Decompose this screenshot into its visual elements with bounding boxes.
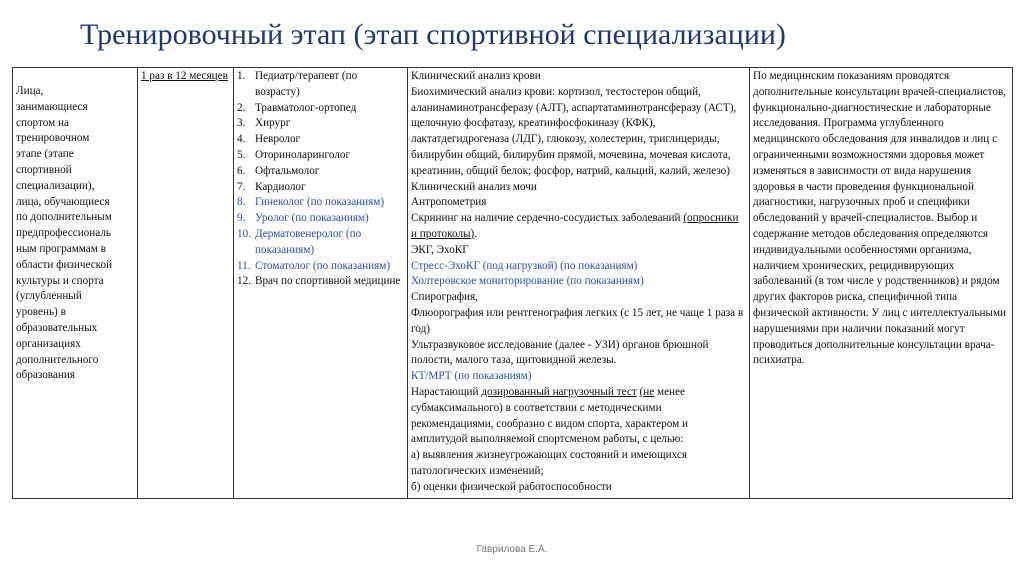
list-item — [237, 101, 404, 117]
list-item — [237, 227, 404, 259]
list-item-label: Стоматолог (по показаниям) — [255, 259, 391, 272]
group-cell — [13, 68, 138, 499]
list-item-label: Травматолог-ортопед — [255, 101, 357, 114]
list-item-label: Педиатр/терапевт (по возрасту) — [255, 70, 358, 98]
group-line: предпрофессиональ — [16, 227, 112, 240]
group-line: спортом на — [16, 116, 69, 129]
group-line: тренировочном — [16, 132, 90, 145]
group-line: культуры и спорта — [16, 274, 104, 287]
frequency-cell — [138, 68, 234, 499]
group-line: лица, обучающиеся — [16, 195, 110, 208]
footer-author: Гаврилова Е.А. — [476, 544, 548, 555]
list-item-number: 6. — [237, 164, 246, 177]
list-item-label: Дерматовенеролог (по показаниям) — [255, 227, 362, 256]
list-item — [237, 132, 404, 148]
list-item-number: 8. — [237, 196, 246, 209]
list-item — [237, 211, 404, 227]
group-line: образования — [16, 369, 76, 382]
group-line: (углубленный — [16, 290, 82, 303]
list-item — [237, 195, 404, 211]
group-line: этапе (этапе — [16, 148, 74, 161]
exam-line — [411, 211, 746, 243]
notes-text: По медицинским показаниям проводятся дополнительные консультации врачей-специалистов, функционально-диагностические и лабораторные исследования. Программа углубленного медицинского обследования для инвалидов и лиц с ограниченными возможностями здоровья может изменяться в зависимости от вида нарушения здоровья в части проведения функциональной диагностики, нагрузочных проб и специфики обследований у врачей-специалистов. Выбор и содержание методов обследования определяются индивидуальными особенностями организма, наличием хронических, рецидивирующих заболеваний (в том числе у родственников) и рядом других факторов риска, специфичной типа физической активности. У лиц с интеллектуальными нарушениями при наличии показаний могут проводиться дополнительные консультации врача-психиатра. — [753, 70, 1007, 367]
list-item — [237, 164, 404, 180]
list-item-number: 10. — [237, 227, 251, 240]
exam-text: менее субмаксимального) в соответствии с методическими рекомендациями, сообразно с видом спорта, характером и амплитудой выполняемой спортсменом работы, с целью: — [411, 385, 688, 446]
exam-line: Клинический анализ мочи — [411, 180, 537, 193]
exam-line: КТ/МРТ (по показаниям) — [411, 370, 532, 383]
group-line: специализации), — [16, 179, 95, 192]
specialists-cell — [234, 68, 408, 499]
list-item-label: Уролог (по показаниям) — [255, 212, 369, 225]
list-item — [237, 180, 404, 196]
exam-text-underlined: (опросники и протоколы) — [411, 212, 739, 240]
exam-text: Нарастающий — [411, 385, 482, 398]
list-item-label: Оториноларинголог — [255, 148, 351, 161]
notes-cell — [750, 68, 1013, 499]
group-line: дополнительного — [16, 353, 99, 366]
exams-cell — [408, 68, 750, 499]
exam-text: Скрининг на наличие сердечно-сосудистых заболеваний — [411, 212, 681, 225]
group-line: ным программам в — [16, 242, 106, 255]
exam-line: Антропометрия — [411, 196, 487, 209]
exam-line — [411, 385, 746, 448]
exam-line: Клинический анализ крови — [411, 70, 541, 82]
exam-line: Стресс-ЭхоКГ (под нагрузкой) (по показаниям) — [411, 259, 638, 272]
list-item — [237, 69, 404, 101]
specialists-list — [237, 69, 404, 290]
list-item-label: Офтальмолог — [255, 164, 320, 177]
exam-line: ЭКГ, ЭхоКГ — [411, 243, 469, 256]
exam-text-underlined: (не — [639, 385, 655, 398]
list-item-label: Гинеколог (по показаниям) — [255, 196, 385, 209]
table-row — [13, 68, 1013, 499]
list-item — [237, 116, 404, 132]
list-item-number: 7. — [237, 180, 246, 193]
list-item-number: 4. — [237, 133, 246, 146]
group-line: занимающиеся — [16, 100, 88, 113]
list-item-label: Кардиолог — [255, 180, 306, 193]
frequency-text: 1 раз в 12 месяцев — [141, 70, 228, 82]
exam-line: Ультразвуковое исследование (далее - УЗИ) органов брюшной полости, малого таза, щитовидной железы. — [411, 338, 709, 367]
exam-table — [12, 67, 1013, 499]
exam-line: Спирография, — [411, 291, 478, 304]
exam-text: . — [474, 227, 478, 240]
group-line: уровень) в — [16, 306, 66, 319]
exam-line: Флюорография или рентгенография легких (с 15 лет, не чаще 1 раза в год) — [411, 306, 744, 335]
list-item-number: 11. — [237, 259, 251, 272]
list-item-number: 2. — [237, 101, 246, 114]
group-line: области физической — [16, 258, 113, 271]
list-item — [237, 148, 404, 164]
group-line: по дополнительным — [16, 211, 112, 224]
list-item-label: Хирург — [255, 117, 291, 130]
list-item-number: 3. — [237, 117, 246, 130]
list-item — [237, 259, 404, 275]
group-line: спортивной — [16, 163, 72, 176]
list-item-number: 1. — [237, 70, 246, 82]
exam-text-underlined: дозированный нагрузочный тест — [481, 385, 637, 398]
exam-line: б) оценки физической работоспособности — [411, 480, 612, 493]
group-line: Лица, — [16, 85, 44, 97]
list-item-label: Невролог — [255, 133, 301, 146]
list-item-label: Врач по спортивной медицине — [255, 275, 401, 288]
list-item-number: 12. — [237, 275, 251, 288]
exam-line: Биохимический анализ крови: кортизол, тестостерон общий, аланинаминотрансферазу (АЛТ), аспартатаминотрансферазу (АСТ), щелочную фосфатазу, креатинфосфокиназу (КФК), лактатдегидрогеназа (ЛДГ), глюкозу, холестерин, триглицериды, билирубин общий, билирубин прямой, мочевина, мочевая кислота, креатинин, общий белок; фосфор, натрий, кальций, калий, железо) — [411, 85, 737, 177]
group-line: образовательных — [16, 321, 98, 334]
exam-line: Холтеровское мониторирование (по показаниям) — [411, 275, 644, 288]
list-item-number: 9. — [237, 212, 246, 225]
page-title: Тренировочный этап (этап спортивной специализации) — [80, 18, 786, 51]
list-item — [237, 274, 404, 290]
list-item-number: 5. — [237, 148, 246, 161]
exam-line: а) выявления жизнеугрожающих состояний и имеющихся патологических изменений; — [411, 449, 687, 477]
group-line: организациях — [16, 337, 81, 350]
